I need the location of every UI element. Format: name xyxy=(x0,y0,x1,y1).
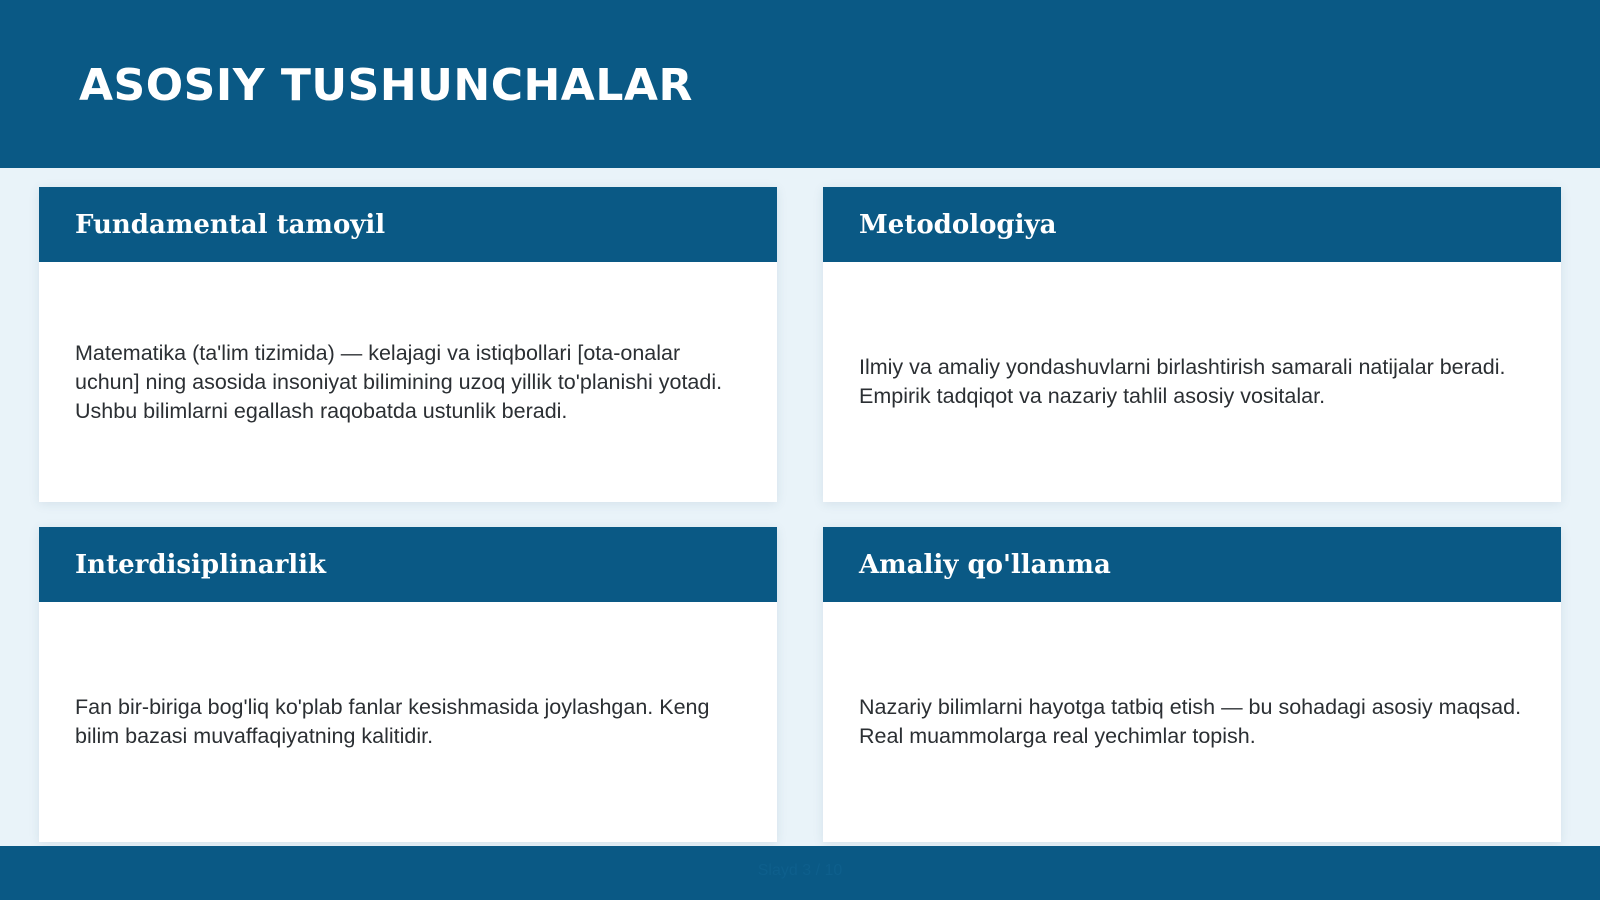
slide-number: Slayd 3 / 10 xyxy=(757,862,843,879)
card-title: Interdisiplinarlik xyxy=(75,549,327,580)
card-title: Metodologiya xyxy=(859,209,1057,240)
concept-card-methodology xyxy=(823,187,1561,502)
slide-title: ASOSIY TUSHUNCHALAR xyxy=(79,60,693,111)
card-body xyxy=(823,262,1561,502)
card-text: Ilmiy va amaliy yondashuvlarni birlashtirish samarali natijalar beradi. Empirik tadqiqot va nazariy tahlil asosiy vositalar. xyxy=(859,355,1506,408)
card-header xyxy=(39,187,777,262)
concept-card-interdisciplinary xyxy=(39,527,777,842)
card-body xyxy=(823,602,1561,842)
card-header xyxy=(823,527,1561,602)
card-text: Fan bir-biriga bog'liq ko'plab fanlar kesishmasida joylashgan. Keng bilim bazasi muvaffaqiyatning kalitidir. xyxy=(75,695,710,748)
concept-card-practical xyxy=(823,527,1561,842)
concept-card-fundamental xyxy=(39,187,777,502)
card-header xyxy=(39,527,777,602)
card-title: Fundamental tamoyil xyxy=(75,209,386,240)
card-text: Nazariy bilimlarni hayotga tatbiq etish — bu sohadagi asosiy maqsad. Real muammolarga real yechimlar topish. xyxy=(859,695,1522,748)
card-text: Matematika (ta'lim tizimida) — kelajagi va istiqbollari [ota-onalar uchun] ning asosida insoniyat bilimining uzoq yillik to'planishi yotadi. Ushbu bilimlarni egallash raqobatda ustunlik beradi. xyxy=(75,340,723,423)
slide-header xyxy=(0,0,1600,168)
card-title: Amaliy qo'llanma xyxy=(859,549,1111,580)
card-body xyxy=(39,602,777,842)
card-body xyxy=(39,262,777,502)
card-header xyxy=(823,187,1561,262)
slide-footer xyxy=(0,846,1600,900)
